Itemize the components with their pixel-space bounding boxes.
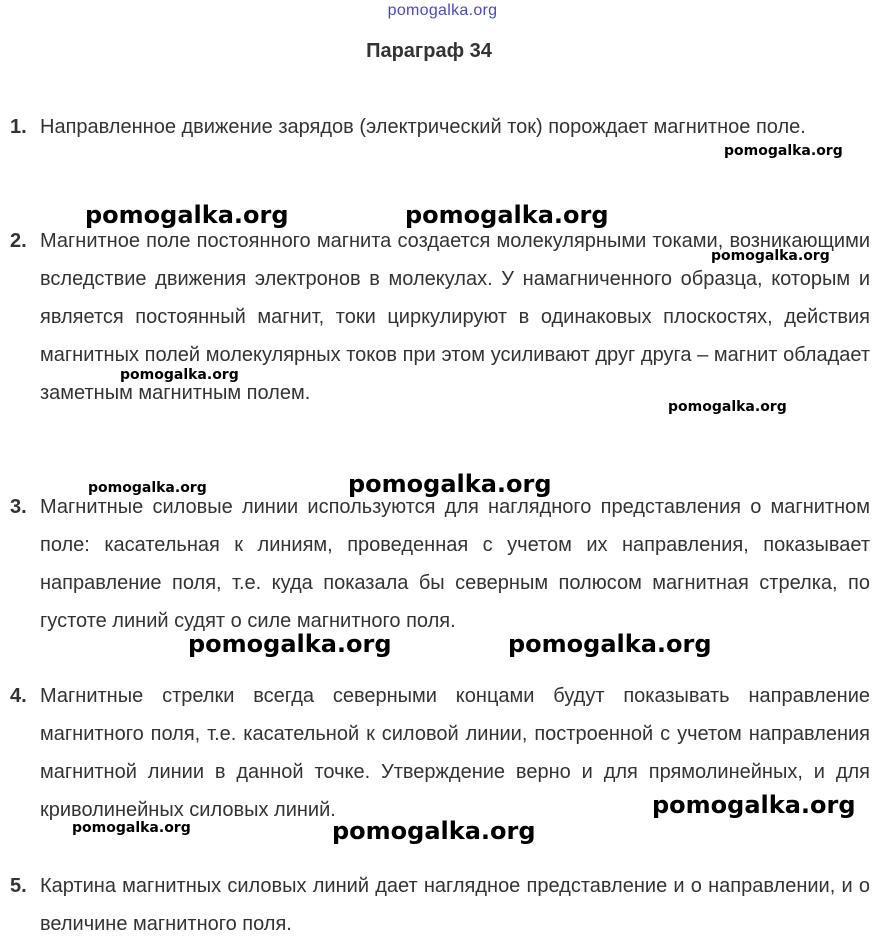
item-text: Картина магнитных силовых линий дает наглядное представление и о направлении, и о величине магнитного поля. <box>40 875 870 935</box>
list-item <box>10 488 870 640</box>
watermark: pomogalka.org <box>711 248 830 264</box>
item-number: 3. <box>10 496 27 518</box>
watermark: pomogalka.org <box>405 201 609 229</box>
page-title: Параграф 34 <box>366 40 492 62</box>
list-item <box>10 108 870 146</box>
watermark: pomogalka.org <box>332 817 536 845</box>
site-header: pomogalka.org <box>387 2 498 19</box>
watermark: pomogalka.org <box>188 630 392 658</box>
watermark: pomogalka.org <box>724 143 843 159</box>
item-number: 4. <box>10 685 27 707</box>
watermark: pomogalka.org <box>72 820 191 836</box>
item-number: 5. <box>10 875 27 897</box>
list-item <box>10 867 870 943</box>
item-text: Направленное движение зарядов (электрический ток) порождает магнитное поле. <box>40 116 806 138</box>
watermark: pomogalka.org <box>652 791 856 819</box>
watermark: pomogalka.org <box>508 630 712 658</box>
watermark: pomogalka.org <box>85 201 289 229</box>
watermark: pomogalka.org <box>120 367 239 383</box>
item-text: Магнитное поле постоянного магнита создается молекулярными токами, возникающими вследствие движения электронов в молекулах. У намагниченного образца, которым и является постоянный магнит, токи циркулируют в одинаковых плоскостях, действия магнитных полей молекулярных токов при этом усиливают друг друга – магнит обладает заметным магнитным полем. <box>40 230 870 404</box>
item-number: 2. <box>10 230 27 252</box>
watermark: pomogalka.org <box>668 399 787 415</box>
watermark: pomogalka.org <box>88 480 207 496</box>
item-number: 1. <box>10 116 27 138</box>
item-text: Магнитные силовые линии используются для наглядного представления о магнитном поле: касательная к линиям, проведенная с учетом их направления, показывает направление поля, т.е. куда показала бы северным полюсом магнитная стрелка, по густоте линий судят о силе магнитного поля. <box>40 496 870 632</box>
watermark: pomogalka.org <box>348 470 552 498</box>
item-text: Магнитные стрелки всегда северными концами будут показывать направление магнитного поля, т.е. касательной к силовой линии, построенной с учетом направления магнитной линии в данной точке. Утверждение верно и для прямолинейных, и для криволинейных силовых линий. <box>40 685 870 821</box>
